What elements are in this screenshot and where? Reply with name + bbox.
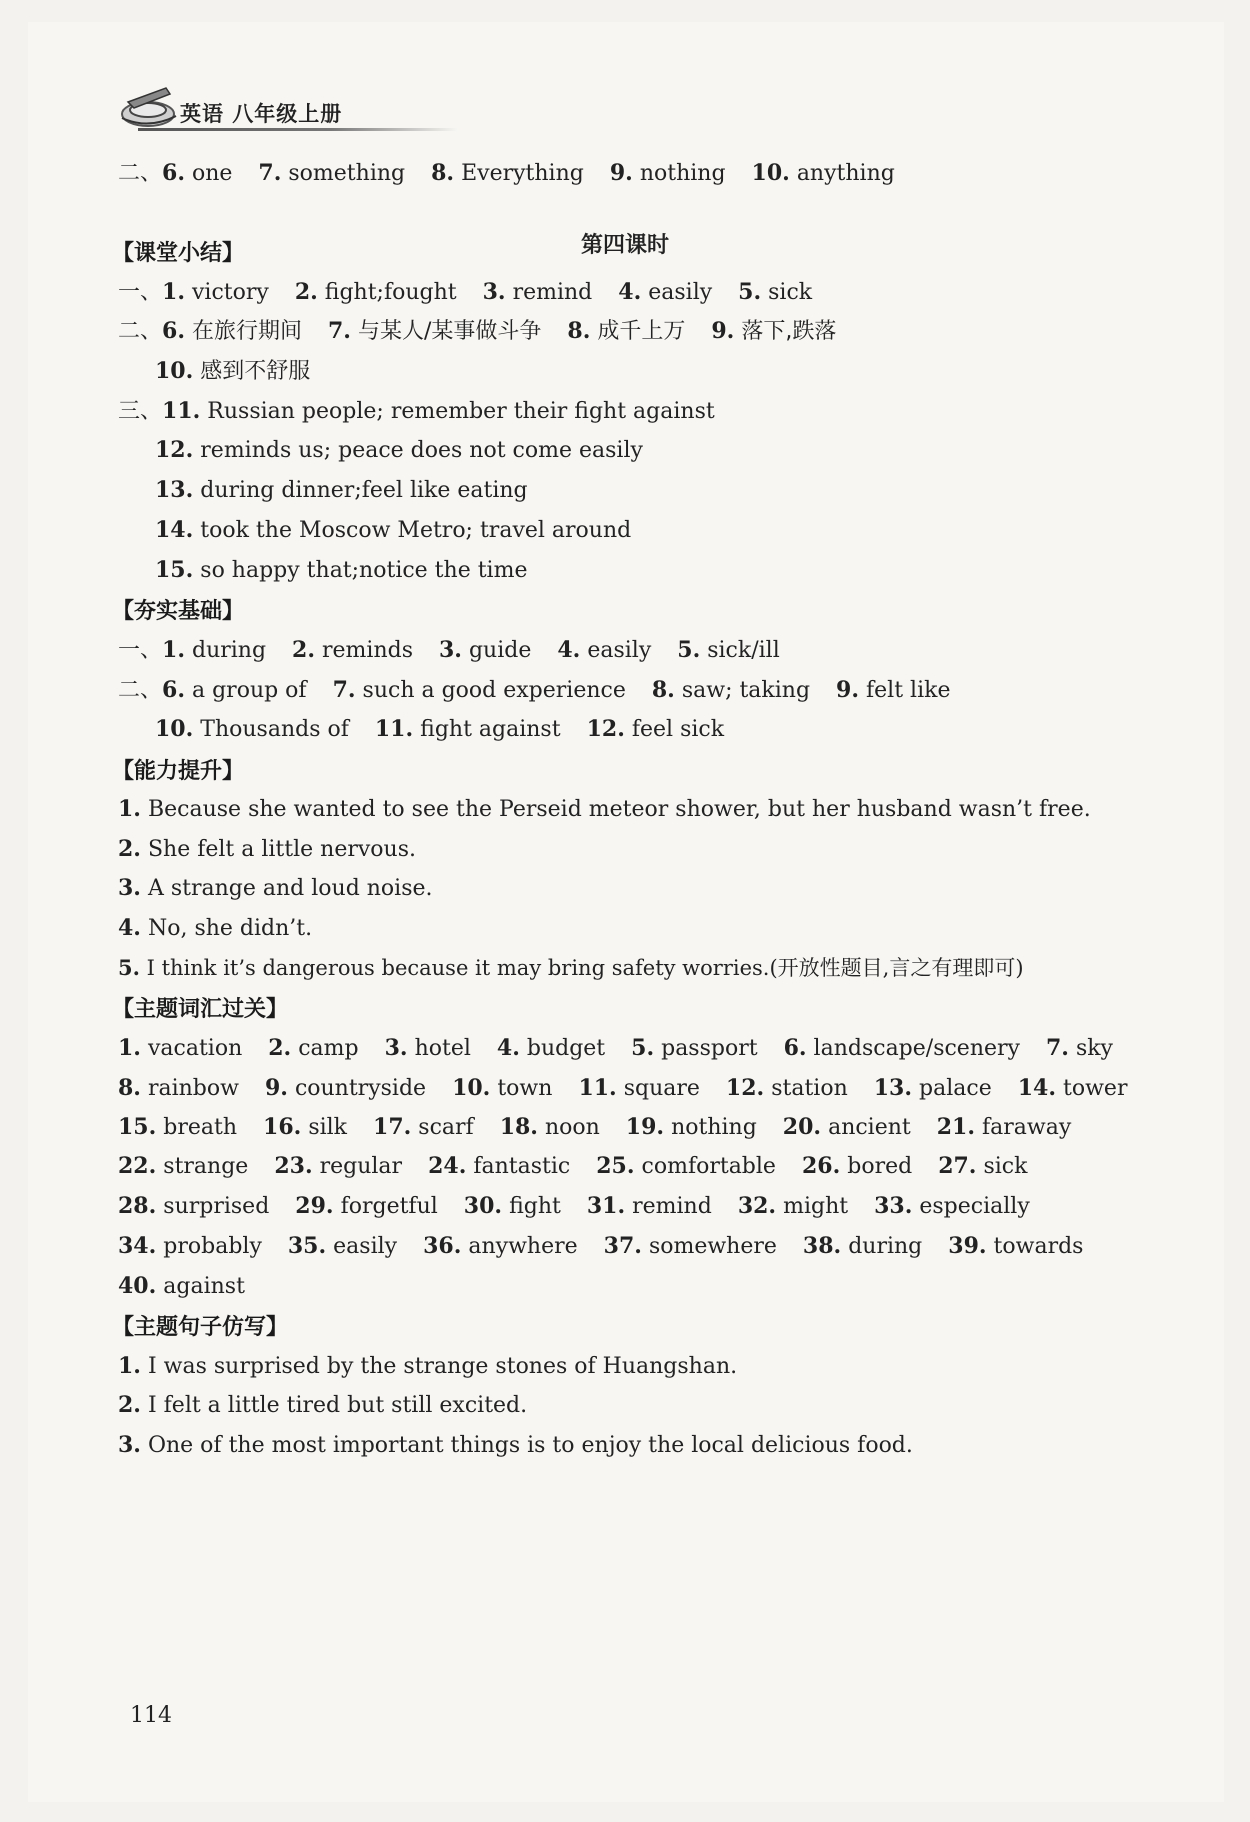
answer-item: 12. feel sick: [586, 716, 725, 742]
answer-item: 39. towards: [948, 1233, 1084, 1259]
answer-item: 40. against: [118, 1273, 245, 1299]
answer-item: 5. sick: [738, 279, 813, 305]
answer-item: 6. landscape/scenery: [783, 1035, 1020, 1061]
section-title-basics: 【夯实基础】: [112, 599, 245, 624]
answer-item: 33. especially: [874, 1193, 1030, 1219]
book-title: 英语 八年级上册: [180, 102, 343, 126]
answer-item: 10. town: [452, 1075, 553, 1101]
answer-line: 二、6. 在旅行期间 7. 与某人/某事做斗争 8. 成千上万 9. 落下,跌落: [118, 318, 837, 344]
answer-line: 一、1. victory 2. fight;fought 3. remind 4. easily 5. sick: [118, 279, 813, 305]
answer-item: 9. 落下,跌落: [711, 318, 837, 344]
answer-item: 7. something: [258, 160, 406, 186]
answer-item: 5. passport: [631, 1035, 758, 1061]
answer-line: 1. Because she wanted to see the Perseid meteor shower, but her husband wasn’t free.: [118, 796, 1091, 822]
answer-line: 一、1. during 2. reminds 3. guide 4. easily 5. sick/ill: [118, 637, 780, 663]
answer-item: 16. silk: [263, 1114, 348, 1140]
lesson-title: 第四课时: [580, 233, 669, 258]
answer-item: 6. one: [162, 160, 233, 186]
answer-item: 34. probably: [118, 1233, 262, 1259]
answer-line: 5. I think it’s dangerous because it may bring safety worries.(开放性题目,言之有理即可): [118, 955, 1024, 980]
top-answer-line: [118, 158, 895, 189]
page-number: 114: [130, 1703, 172, 1728]
answer-item: 27. sick: [938, 1153, 1028, 1179]
answer-item: 5. sick/ill: [677, 637, 780, 663]
answer-item: 17. scarf: [373, 1114, 474, 1140]
vocab-row: [118, 1191, 1030, 1222]
section-title-improve: 【能力提升】: [112, 759, 245, 784]
answer-line: 3. One of the most important things is to enjoy the local delicious food.: [118, 1432, 913, 1458]
answer-item: 4. easily: [557, 637, 652, 663]
answer-item: 1. vacation: [118, 1035, 243, 1061]
answer-item: 11. fight against: [374, 716, 561, 742]
answer-line: 15. so happy that;notice the time: [155, 557, 528, 583]
answer-item: 1. during: [162, 637, 267, 663]
answer-item: 9. countryside: [264, 1075, 427, 1101]
answer-item: 30. fight: [463, 1193, 561, 1219]
vocab-row: [118, 1271, 245, 1302]
answer-item: 24. fantastic: [428, 1153, 571, 1179]
answer-line: [155, 714, 724, 745]
answer-item: 18. noon: [499, 1114, 600, 1140]
answer-item: 8. saw; taking: [651, 677, 811, 703]
book-header: [118, 82, 418, 142]
answer-item: 22. strange: [118, 1153, 249, 1179]
book-logo-icon: [118, 82, 180, 134]
answer-item: 15. breath: [118, 1114, 238, 1140]
answer-line: 1. I was surprised by the strange stones of Huangshan.: [118, 1353, 738, 1379]
answer-item: 7. 与某人/某事做斗争: [328, 318, 542, 344]
vocab-row: [118, 1033, 1113, 1064]
answer-item: 38. during: [802, 1233, 923, 1259]
answer-item: 19. nothing: [625, 1114, 757, 1140]
answer-item: 20. ancient: [782, 1114, 911, 1140]
section-title-vocab: 【主题词汇过关】: [112, 997, 289, 1022]
answer-item: 4. budget: [496, 1035, 606, 1061]
answer-item: 3. remind: [482, 279, 593, 305]
answer-line: 2. She felt a little nervous.: [118, 836, 416, 862]
answer-line: 2. I felt a little tired but still excited.: [118, 1392, 528, 1418]
answer-item: 7. such a good experience: [332, 677, 626, 703]
vocab-row: [118, 1231, 1083, 1262]
answer-item: 3. hotel: [384, 1035, 471, 1061]
answer-item: 31. remind: [586, 1193, 712, 1219]
answer-item: 36. anywhere: [423, 1233, 578, 1259]
answer-item: 11. square: [578, 1075, 700, 1101]
answer-item: 2. fight;fought: [294, 279, 457, 305]
answer-line: 14. took the Moscow Metro; travel around: [155, 517, 632, 543]
answer-item: 28. surprised: [118, 1193, 270, 1219]
header-rule: [138, 128, 458, 131]
answer-item: 26. bored: [801, 1153, 913, 1179]
answer-line: 10. 感到不舒服: [155, 358, 311, 384]
vocab-row: [118, 1151, 1027, 1182]
answer-item: 2. reminds: [292, 637, 413, 663]
answer-item: 13. palace: [873, 1075, 992, 1101]
answer-item: 35. easily: [287, 1233, 398, 1259]
answer-item: 10. anything: [751, 160, 895, 186]
answer-item: 21. faraway: [936, 1114, 1072, 1140]
answer-item: 37. somewhere: [603, 1233, 777, 1259]
answer-item: 14. tower: [1017, 1075, 1128, 1101]
vocab-row: [118, 1112, 1071, 1143]
answer-line: 4. No, she didn’t.: [118, 915, 313, 941]
answer-item: 8. 成千上万: [567, 318, 686, 344]
answer-item: 8. Everything: [431, 160, 584, 186]
answer-item: 1. victory: [162, 279, 269, 305]
answer-line: 三、11. Russian people; remember their fight against: [118, 398, 715, 424]
section-title-summary: 【课堂小结】: [112, 241, 245, 266]
answer-item: 9. felt like: [836, 677, 951, 703]
answer-item: 23. regular: [274, 1153, 403, 1179]
answer-item: 3. guide: [439, 637, 532, 663]
answer-item: 29. forgetful: [295, 1193, 438, 1219]
answer-line: 3. A strange and loud noise.: [118, 875, 433, 901]
answer-line: 二、6. a group of 7. such a good experience 8. saw; taking 9. felt like: [118, 677, 951, 703]
answer-item: 10. Thousands of: [155, 716, 349, 742]
answer-item: 4. easily: [618, 279, 713, 305]
answer-item: 25. comfortable: [596, 1153, 776, 1179]
answer-item: 2. camp: [268, 1035, 359, 1061]
answer-line: 13. during dinner;feel like eating: [155, 477, 528, 503]
answer-item: 12. station: [725, 1075, 848, 1101]
section-title-sentences: 【主题句子仿写】: [112, 1315, 289, 1340]
answer-item: 9. nothing: [609, 160, 726, 186]
answer-item: 6. 在旅行期间: [162, 318, 302, 344]
answer-line: 12. reminds us; peace does not come easily: [155, 437, 643, 463]
answer-item: 6. a group of: [162, 677, 307, 703]
answer-item: 32. might: [737, 1193, 849, 1219]
vocab-row: [118, 1073, 1127, 1104]
line-lead: 二、: [118, 161, 163, 186]
answer-item: 8. rainbow: [118, 1075, 239, 1101]
answer-item: 7. sky: [1045, 1035, 1113, 1061]
